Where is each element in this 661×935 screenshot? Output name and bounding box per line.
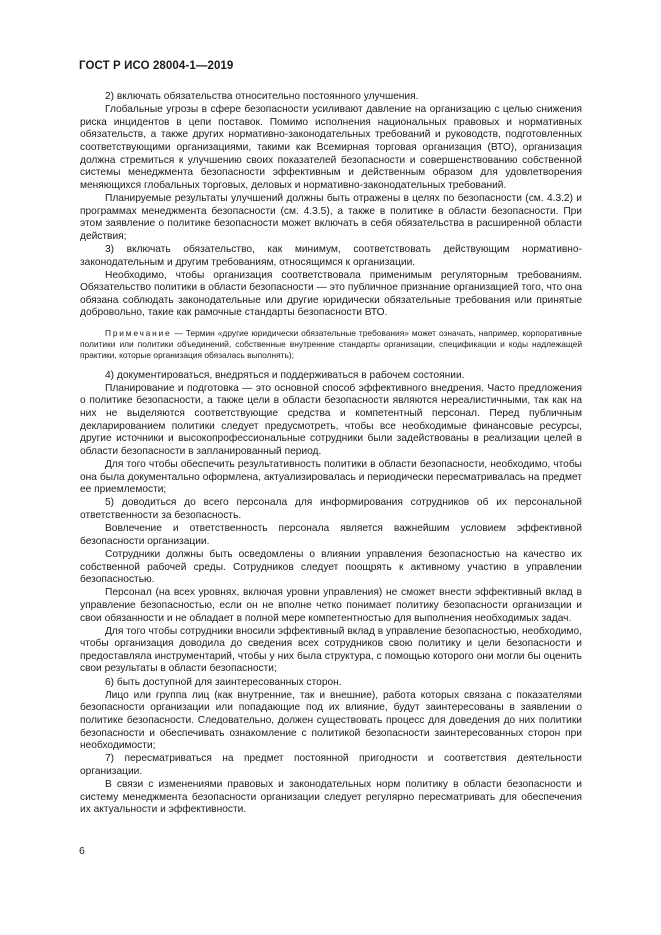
document-body — [80, 91, 582, 818]
paragraph: Планирование и подготовка — это основной способ эффективного внедрения. Часто предложения о политике безопасности, а также цели в области безопасности являются нереалистичными, так как на них не выделяются соответствующие средства и компетентный персонал. Перед публичным декларированием политики следует предусмотреть, чтобы все необходимые финансовые ресурсы, другие источники и высокопрофессиональные сотрудники были задействованы в реализации целей в области безопасности в запланированный период. — [80, 382, 582, 457]
paragraph: Лицо или группа лиц (как внутренние, так и внешние), работа которых связана с показателями безопасности организации или попадающие под их влияние, будут заинтересованы в заявлении о политике безопасности. Следовательно, должен существовать процесс для доведения до них политики безопасности и обеспечивать ознакомление с политикой безопасности заинтересованных сторон при необходимости; — [80, 689, 582, 752]
paragraph: Вовлечение и ответственность персонала является важнейшим условием эффективной безопасности организации. — [80, 523, 582, 547]
note-paragraph — [80, 328, 582, 362]
paragraph: 7) пересматриваться на предмет постоянной пригодности и соответствия деятельности организации. — [80, 753, 582, 778]
paragraph: В связи с изменениями правовых и законодательных норм политику в области безопасности и систему менеджмента безопасности организации следует регулярно пересматривать для обеспечения их актуальности и эффективности. — [80, 779, 582, 816]
paragraph: Для того чтобы обеспечить результативность политики в области безопасности, необходимо, чтобы она была документально оформлена, актуализировалась и периодически пересматривалась на предмет ее приемлемости; — [80, 459, 582, 496]
note-label: Примечание — [105, 328, 172, 339]
paragraph: 6) быть доступной для заинтересованных сторон. — [105, 676, 342, 688]
paragraph: 4) документироваться, внедряться и поддерживаться в рабочем состоянии. — [105, 369, 465, 381]
paragraph: 3) включать обязательство, как минимум, соответствовать действующим нормативно-законодательным и другим требованиям, относящимся к организации. — [80, 243, 582, 268]
note-text: — Термин «другие юридически обязательные требования» может означать, например, корпоративные политики или политики объединений, собственные внутренние стандарты организации, спецификации и коды надлежащей практики, которые организация обязалась выполнять); — [80, 328, 582, 361]
paragraph: 2) включать обязательства относительно постоянного улучшения. — [105, 91, 419, 102]
page-number: 6 — [79, 845, 85, 857]
paragraph: Персонал (на всех уровнях, включая уровни управления) не сможет внести эффективный вклад в управление безопасностью, если он не вполне четко понимает политику безопасности организации и свои обязанности и не обладает в полной мере компетентностью для выполнения необходимых задач. — [80, 587, 582, 624]
paragraph: 5) доводиться до всего персонала для информирования сотрудников об их персональной ответственности за безопасность. — [80, 497, 582, 521]
paragraph: Глобальные угрозы в сфере безопасности усиливают давление на организацию с целью снижения риска инцидентов в цепи поставок. Помимо исполнения национальных правовых и нормативных обязательств, а также других нормативно-законодательных требований и руководств, подготовленных соответствующими организациями, такими как Всемирная торговая организация (ВТО), организация должна стремиться к улучшению своих показателей безопасности и совершенствованию собственной системы менеджмента безопасности эффективным и действенным образом для удовлетворения меняющихся глобальных торговых, деловых и нормативно-законодательных требований. — [80, 104, 582, 191]
paragraph: Сотрудники должны быть осведомлены о влиянии управления безопасностью на качество их собственной рабочей среды. Сотрудников следует поощрять к активному участию в управлении безопасностью. — [80, 548, 582, 586]
document-header: ГОСТ Р ИСО 28004-1—2019 — [79, 60, 234, 72]
paragraph: Для того чтобы сотрудники вносили эффективный вклад в управление безопасностью, необходимо, чтобы организация доводила до сведения всех сотрудников свою политику и цели безопасности и предоставляла инструментарий, чтобы у них была структура, с помощью которого они могли бы оценить свои результаты в области безопасности; — [80, 625, 582, 675]
paragraph: Необходимо, чтобы организация соответствовала применимым регуляторным требованиям. Обязательство политики в области безопасности — это публичное признание организацией того, что она обязана соблюдать законодательные или другие юридически обязательные требования или принятые добровольно, такие как рамочные стандарты безопасности ВТО. — [80, 269, 582, 319]
paragraph: Планируемые результаты улучшений должны быть отражены в целях по безопасности (см. 4.3.2) и программах менеджмента безопасности (см. 4.3.5), а также в политике в области безопасности. При этом заявление о политике безопасности может включать в себя обязательства в расширенной области действия; — [80, 192, 582, 242]
